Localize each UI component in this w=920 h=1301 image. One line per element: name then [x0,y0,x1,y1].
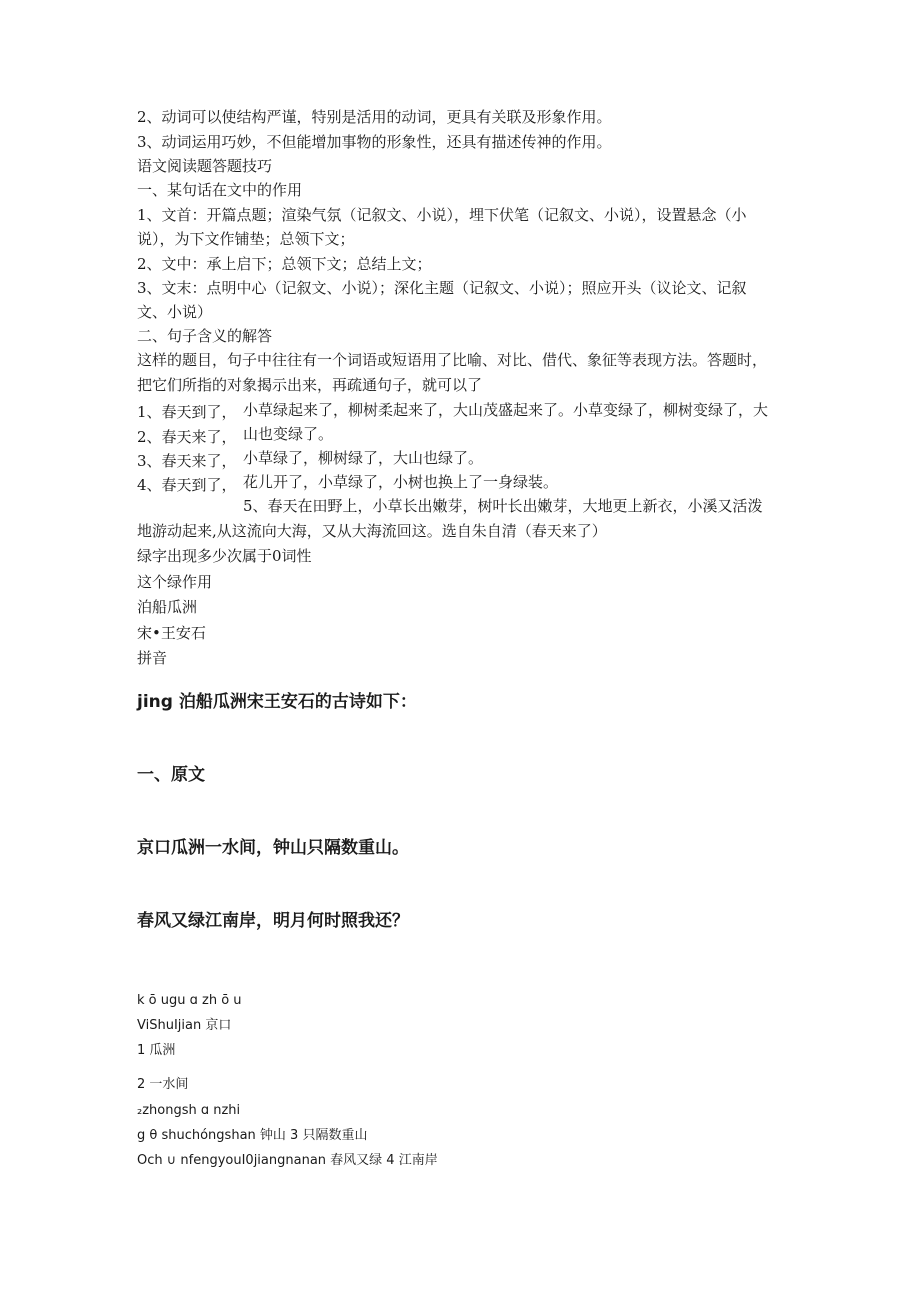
text-line: 把它们所指的对象揭示出来，再疏通句子，就可以了 [137,376,483,394]
pinyin-line: ViShuIjian 京口 [137,1018,232,1033]
question-line: 绿字出现多少次属于0词性 [137,547,312,565]
poem-title: 泊船瓜洲 [137,598,198,616]
pinyin-line: ₂zhongsh ɑ nzhi [137,1103,241,1118]
text-line: 文、小说） [137,303,213,321]
example-label: 1、春天到了， [137,403,237,421]
pinyin-label: 拼音 [137,649,168,667]
text-line: 3、文末：点明中心（记叙文、小说）；深化主题（记叙文、小说）；照应开头（议论文、记叙 [137,279,747,297]
example-text: 花儿开了，小草绿了，小树也换上了一身绿装。 [243,473,559,491]
text-line: 地游动起来,从这流向大海，又从大海流回这。选自朱自清（春天来了） [137,522,607,540]
text-line: 5、春天在田野上，小草长出嫩芽，树叶长出嫩芽，大地更上新衣，小溪又活泼 [243,497,763,515]
section-title: 语文阅读题答题技巧 [137,157,273,175]
example-label: 3、春天来了， [137,452,237,470]
pinyin-line: k ō ugu ɑ zh ō u [137,993,242,1008]
example-text: 山也变绿了。 [243,425,334,443]
poem-line: 春风又绿江南岸，明月何时照我还？ [137,911,409,931]
poem-intro: jing 泊船瓜洲宋王安石的古诗如下： [137,692,417,712]
pinyin-line: 2 一水间 [137,1077,189,1092]
poem-heading: 一、原文 [137,765,205,785]
text-line: 这样的题目，句子中往往有一个词语或短语用了比喻、对比、借代、象征等表现方法。答题时， [137,351,768,369]
example-text: 小草绿了，柳树绿了，大山也绿了。 [243,449,484,467]
text-line: 3、动词运用巧妙，不但能增加事物的形象性，还具有描述传神的作用。 [137,133,612,151]
pinyin-line: Och ∪ nfengyouI0jiangnanan 春风又绿 4 江南岸 [137,1153,438,1168]
text-line: 2、文中：承上启下；总领下文；总结上文； [137,255,432,273]
poem-author: 宋•王安石 [137,624,206,642]
poem-line: 京口瓜洲一水间，钟山只隔数重山。 [137,838,409,858]
question-line: 这个绿作用 [137,573,213,591]
example-label: 2、春天来了， [137,428,237,446]
text-line: 1、文首：开篇点题；渲染气氛（记叙文、小说），埋下伏笔（记叙文、小说），设置悬念（小 [137,206,747,224]
example-text: 小草绿起来了，柳树柔起来了，大山茂盛起来了。小草变绿了，柳树变绿了，大 [243,401,769,419]
pinyin-line: 1 瓜洲 [137,1043,176,1058]
pinyin-line: g θ shuchóngshan 钟山 3 只隔数重山 [137,1128,368,1143]
section-heading: 一、某句话在文中的作用 [137,181,303,199]
text-line: 2、动词可以使结构严谨，特别是活用的动词，更具有关联及形象作用。 [137,108,612,126]
text-line: 说），为下文作铺垫；总领下文； [137,230,355,248]
section-heading: 二、句子含义的解答 [137,327,273,345]
example-label: 4、春天到了， [137,476,237,494]
